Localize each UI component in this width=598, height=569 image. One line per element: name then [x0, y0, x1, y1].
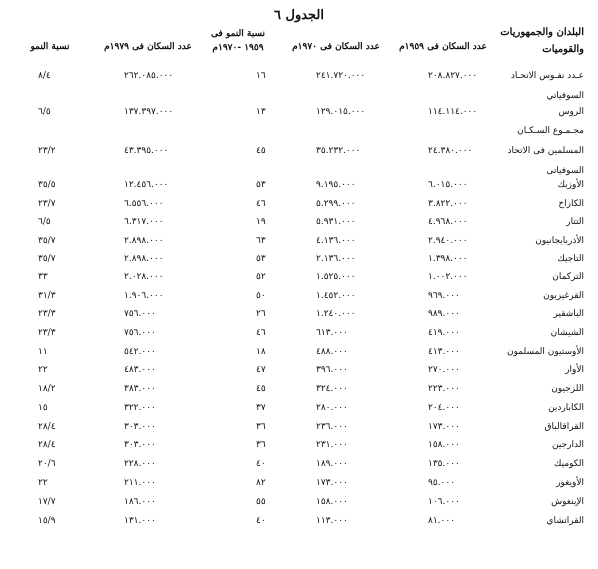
pop1970-cell: ٥.٢٩٩.٠٠٠	[316, 199, 356, 209]
table-row	[0, 250, 598, 268]
table-row-values	[0, 142, 598, 160]
table-row	[0, 305, 598, 323]
pop1979-cell: ١٨٦.٠٠٠	[124, 497, 156, 507]
pop1970-cell: ٣٥.٢٣٢.٠٠٠	[316, 146, 361, 156]
table-row	[0, 343, 598, 361]
country-cell: الأوستيون المسلمون	[507, 347, 584, 357]
pop1959-cell: ٢٠٤.٠٠٠	[428, 403, 460, 413]
rate-cell: ٢٣/٢	[38, 146, 56, 156]
rate-cell: ٢٢	[38, 365, 48, 375]
pop1979-cell: ٢٦٢.٠٨٥.٠٠٠	[124, 71, 174, 81]
pop1979-cell: ٦.٥٥٦.٠٠٠	[124, 199, 164, 209]
pop1970-cell: ٤٨٨.٠٠٠	[316, 347, 348, 357]
rate-cell: ١٥	[38, 403, 48, 413]
country-name-line: المسلمين فى الاتحاد	[507, 146, 584, 156]
table-title: الجدول ٦	[273, 8, 325, 23]
rate-cell: ١٥/٩	[38, 516, 56, 526]
rate-cell: ٢٣/٧	[38, 199, 56, 209]
rate-cell: ٨/٤	[38, 71, 51, 81]
country-cell: الروس	[558, 107, 584, 117]
pop1959-cell: ١.٣٩٨.٠٠٠	[428, 254, 468, 264]
rate-cell: ١١	[38, 347, 48, 357]
table-row	[0, 176, 598, 194]
growth-cell: ١٩	[256, 217, 266, 227]
rate-cell: ٣٥/٧	[38, 236, 56, 246]
table-row	[0, 512, 598, 530]
country-name-line: عـدد نفـوس الاتحـاد	[510, 71, 584, 81]
country-name-line: مجـمـوع السـكـان	[517, 126, 584, 136]
table-row	[0, 213, 598, 231]
pop1979-cell: ٣٠٣.٠٠٠	[124, 440, 156, 450]
country-cell: التركمان	[552, 272, 584, 282]
country-cell: التاجيك	[557, 254, 584, 264]
pop1959-cell: ٤١٣.٠٠٠	[428, 347, 460, 357]
pop1979-cell: ٣٢٢.٠٠٠	[124, 403, 156, 413]
country-cell: الأذربايجانيون	[535, 236, 584, 246]
growth-cell: ٦٣	[256, 236, 266, 246]
country-cell: الكوميك	[554, 459, 584, 469]
pop1979-cell: ٥٤٢.٠٠٠	[124, 347, 156, 357]
pop1970-cell: ٩.١٩٥.٠٠٠	[316, 180, 356, 190]
pop1970-cell: ١١٣.٠٠٠	[316, 516, 348, 526]
rate-cell: ٢٠/٦	[38, 459, 56, 469]
header-population-1970: عدد السكان فى ١٩٧٠م	[292, 42, 380, 52]
pop1970-cell: ١٢٩.٠١٥.٠٠٠	[316, 107, 366, 117]
table-row	[0, 474, 598, 492]
pop1979-cell: ١٣٧.٣٩٧.٠٠٠	[124, 107, 174, 117]
growth-cell: ٣٦	[256, 422, 266, 432]
growth-cell: ١٨	[256, 347, 266, 357]
growth-cell: ٤٦	[256, 328, 266, 338]
pop1959-cell: ١.٠٠٢.٠٠٠	[428, 272, 468, 282]
pop1959-cell: ٨١.٠٠٠	[428, 516, 456, 526]
table-row	[0, 268, 598, 286]
pop1979-cell: ١٢.٤٥٦.٠٠٠	[124, 180, 169, 190]
pop1970-cell: ٢٨٠.٠٠٠	[316, 403, 348, 413]
country-name-line: السوفياتى	[546, 166, 584, 176]
country-cell: الكاباردين	[548, 403, 584, 413]
table-row	[0, 418, 598, 436]
country-cell: القرغيزيون	[543, 291, 584, 301]
pop1979-cell: ٢١١.٠٠٠	[124, 478, 156, 488]
pop1979-cell: ٣٨٣.٠٠٠	[124, 384, 156, 394]
rate-cell: ٦/٥	[38, 107, 51, 117]
country-cell: التتار	[566, 217, 584, 227]
rate-cell: ٣١/٣	[38, 291, 56, 301]
country-cell: القراقالباق	[544, 422, 584, 432]
pop1959-cell: ١١٤.١١٤.٠٠٠	[428, 107, 478, 117]
pop1959-cell: ٢٢٣.٠٠٠	[428, 384, 460, 394]
pop1979-cell: ٢٢٨.٠٠٠	[124, 459, 156, 469]
pop1970-cell: ٢.١٣٦.٠٠٠	[316, 254, 356, 264]
pop1979-cell: ٣٠٣.٠٠٠	[124, 422, 156, 432]
pop1959-cell: ١٠٦.٠٠٠	[428, 497, 460, 507]
pop1979-cell: ٤٨٣.٠٠٠	[124, 365, 156, 375]
pop1979-cell: ٤٣.٣٩٥.٠٠٠	[124, 146, 169, 156]
growth-cell: ٥٥	[256, 497, 266, 507]
pop1959-cell: ١٣٥.٠٠٠	[428, 459, 460, 469]
pop1970-cell: ١.٢٤٠.٠٠٠	[316, 309, 356, 319]
pop1959-cell: ٤١٩.٠٠٠	[428, 328, 460, 338]
table-row	[0, 287, 598, 305]
growth-cell: ٥٢	[256, 272, 266, 282]
pop1979-cell: ١.٩٠٦.٠٠٠	[124, 291, 164, 301]
country-cell	[474, 67, 584, 105]
rate-cell: ٣٥/٧	[38, 254, 56, 264]
growth-cell: ٣٧	[256, 403, 266, 413]
pop1979-cell: ٧٥٦.٠٠٠	[124, 309, 156, 319]
growth-cell: ٢٦	[256, 309, 266, 319]
table-row	[0, 195, 598, 213]
pop1959-cell: ٦.٠١٥.٠٠٠	[428, 180, 468, 190]
pop1979-cell: ٢.٠٢٨.٠٠٠	[124, 272, 164, 282]
rate-cell: ٦/٥	[38, 217, 51, 227]
pop1959-cell: ١٥٨.٠٠٠	[428, 440, 460, 450]
country-cell: اللزجيون	[551, 384, 584, 394]
growth-cell: ٤٦	[256, 199, 266, 209]
country-name-line: السوفياتي	[546, 91, 584, 101]
country-cell: الكازاخ	[558, 199, 584, 209]
table-row	[0, 436, 598, 454]
growth-cell: ٤٥	[256, 384, 266, 394]
pop1979-cell: ٢.٨٩٨.٠٠٠	[124, 236, 164, 246]
rate-cell: ٣٥/٥	[38, 180, 56, 190]
pop1959-cell: ٩٥.٠٠٠	[428, 478, 456, 488]
pop1970-cell: ١٥٨.٠٠٠	[316, 497, 348, 507]
country-cell: الدارجين	[552, 440, 584, 450]
pop1959-cell: ٣.٨٢٢.٠٠٠	[428, 199, 468, 209]
pop1970-cell: ٢٣١.٠٠٠	[316, 440, 348, 450]
pop1970-cell: ٥.٩٣١.٠٠٠	[316, 217, 356, 227]
growth-cell: ٥٠	[256, 291, 266, 301]
pop1979-cell: ٦.٣١٧.٠٠٠	[124, 217, 164, 227]
growth-cell: ٥٣	[256, 180, 266, 190]
growth-cell: ٤٠	[256, 459, 266, 469]
country-cell: الأوار	[565, 365, 584, 375]
country-cell: القراتشاي	[546, 516, 584, 526]
pop1970-cell: ٣٢٤.٠٠٠	[316, 384, 348, 394]
growth-cell: ٣٦	[256, 440, 266, 450]
header-growth-line2: ١٩٥٩ -١٩٧٠م	[212, 43, 264, 53]
pop1970-cell: ٦١٣.٠٠٠	[316, 328, 348, 338]
pop1970-cell: ١.٥٢٥.٠٠٠	[316, 272, 356, 282]
country-cell: الباشقير	[553, 309, 584, 319]
table-row	[0, 493, 598, 511]
growth-cell: ٤٧	[256, 365, 266, 375]
growth-cell: ٤٥	[256, 146, 266, 156]
header-population-1959: عدد السكان فى ١٩٥٩م	[399, 42, 487, 52]
pop1979-cell: ٧٥٦.٠٠٠	[124, 328, 156, 338]
pop1970-cell: ١٨٩.٠٠٠	[316, 459, 348, 469]
pop1979-cell: ١٣١.٠٠٠	[124, 516, 156, 526]
pop1959-cell: ١٧٣.٠٠٠	[428, 422, 460, 432]
pop1979-cell: ٢.٨٩٨.٠٠٠	[124, 254, 164, 264]
pop1959-cell: ٤.٩٦٨.٠٠٠	[428, 217, 468, 227]
rate-cell: ١٨/٢	[38, 384, 56, 394]
header-country: البلدان والجمهوريات والقوميات	[500, 27, 584, 55]
pop1959-cell: ٩٦٩.٠٠٠	[428, 291, 460, 301]
pop1970-cell: ٤.١٣٦.٠٠٠	[316, 236, 356, 246]
growth-cell: ٥٣	[256, 254, 266, 264]
table-row	[0, 455, 598, 473]
pop1970-cell: ٢٣٦.٠٠٠	[316, 422, 348, 432]
table-row	[0, 324, 598, 342]
rate-cell: ١٧/٧	[38, 497, 56, 507]
country-cell: الشيشان	[550, 328, 584, 338]
header-growth-line1: نسبة النمو فى	[211, 29, 265, 39]
pop1970-cell: ١٧٣.٠٠٠	[316, 478, 348, 488]
country-cell: الإينغوش	[551, 497, 584, 507]
rate-cell: ٢٨/٤	[38, 440, 56, 450]
country-cell: الأوزبك	[557, 180, 584, 190]
country-cell: الأويغور	[556, 478, 584, 488]
table-row	[0, 103, 598, 121]
growth-cell: ٤٠	[256, 516, 266, 526]
pop1970-cell: ٣٩٦.٠٠٠	[316, 365, 348, 375]
pop1959-cell: ٢٧٠.٠٠٠	[428, 365, 460, 375]
growth-cell: ١٣	[256, 107, 266, 117]
table-row	[0, 361, 598, 379]
rate-cell: ٢٢	[38, 478, 48, 488]
header-population-1979: عدد السكان فى ١٩٧٩م	[104, 42, 192, 52]
pop1959-cell: ٢.٩٤٠.٠٠٠	[428, 236, 468, 246]
pop1970-cell: ٢٤١.٧٢٠.٠٠٠	[316, 71, 366, 81]
table-row	[0, 232, 598, 250]
growth-cell: ٨٢	[256, 478, 266, 488]
rate-cell: ٣٣	[38, 272, 48, 282]
pop1959-cell: ٩٨٩.٠٠٠	[428, 309, 460, 319]
rate-cell: ٢٣/٣	[38, 328, 56, 338]
rate-cell: ٢٨/٤	[38, 422, 56, 432]
header-growth-rate: نسبة النمو	[30, 42, 70, 52]
table-row	[0, 67, 598, 101]
table-row	[0, 380, 598, 398]
table-row	[0, 399, 598, 417]
growth-cell: ١٦	[256, 71, 266, 81]
pop1970-cell: ١.٤٥٢.٠٠٠	[316, 291, 356, 301]
pop1959-cell: ٢٤.٣٨٠.٠٠٠	[428, 146, 473, 156]
pop1959-cell: ٢٠٨.٨٢٧.٠٠٠	[428, 71, 478, 81]
rate-cell: ٢٣/٣	[38, 309, 56, 319]
